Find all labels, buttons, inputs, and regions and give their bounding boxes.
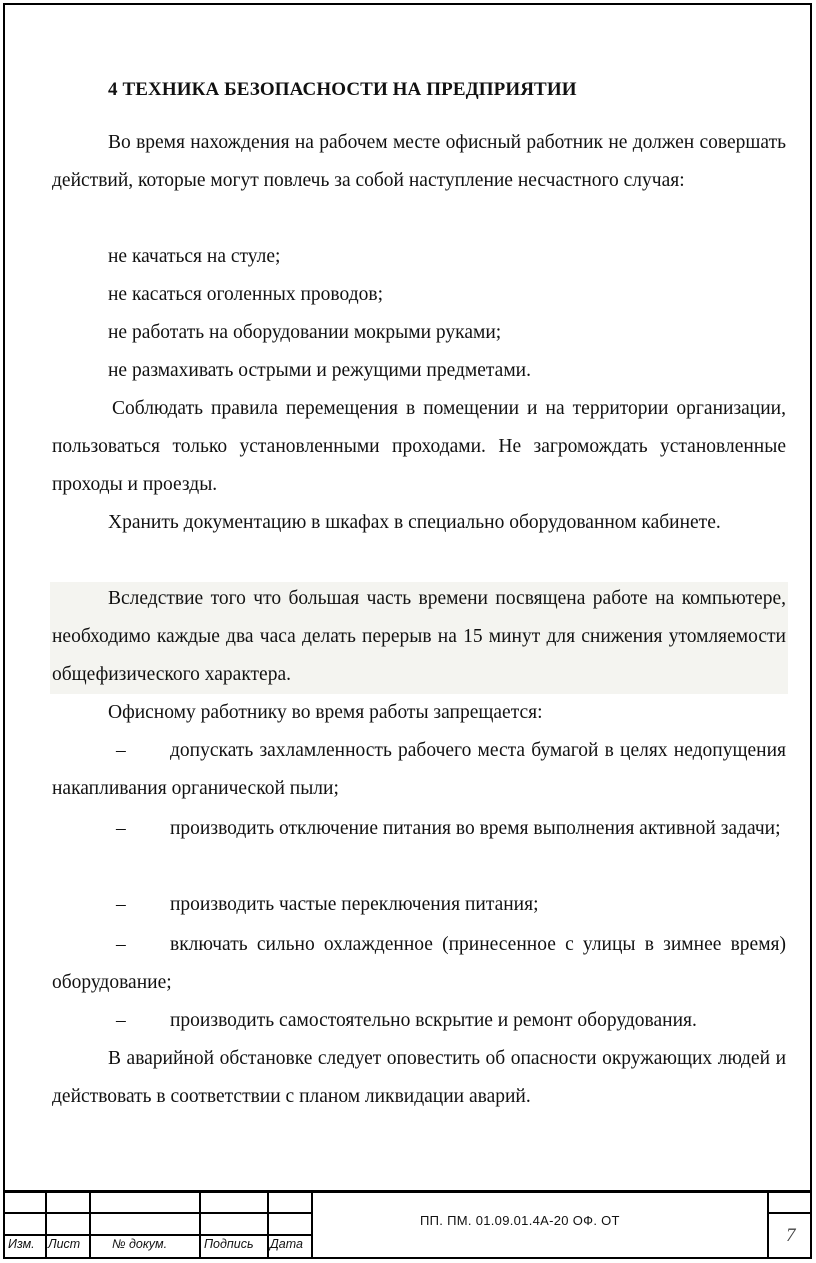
forbidden-intro: Офисному работнику во время работы запрещается:: [108, 702, 543, 723]
rules-paragraph: Соблюдать правила перемещения в помещении и на территории организации, пользоваться только установленными проходами. Не загромождать установленные проходы и проезды.: [52, 398, 786, 495]
dash-marker: –: [116, 934, 126, 955]
divider: [89, 1190, 91, 1259]
col-list-label: Лист: [48, 1237, 81, 1251]
divider: [3, 1212, 313, 1214]
list-item: не размахивать острыми и режущими предметами.: [108, 360, 531, 381]
col-sign-label: Подпись: [204, 1237, 254, 1251]
dash-marker: –: [116, 894, 126, 915]
list-item: не качаться на стуле;: [108, 246, 281, 267]
dash-marker: –: [116, 818, 126, 839]
dash-item: – включать сильно охлажденное (принесенное с улицы в зимнее время) оборудование;: [52, 926, 786, 1002]
dash-marker: –: [116, 1010, 126, 1031]
divider: [199, 1190, 201, 1259]
section-heading: 4 ТЕХНИКА БЕЗОПАСНОСТИ НА ПРЕДПРИЯТИИ: [108, 79, 577, 100]
divider: [3, 1234, 313, 1236]
dash-item: – производить отключение питания во время выполнения активной задачи;: [52, 810, 786, 848]
list-item: не работать на оборудовании мокрыми руками;: [108, 322, 502, 343]
dash-item: – производить самостоятельно вскрытие и ремонт оборудования.: [52, 1002, 786, 1040]
title-block-top-line: [3, 1190, 812, 1193]
intro-paragraph: Во время нахождения на рабочем месте офисный работник не должен совершать действий, которые могут повлечь за собой наступление несчастного случая:: [52, 132, 786, 191]
col-izm-label: Изм.: [8, 1237, 35, 1251]
dash-marker: –: [116, 740, 126, 761]
dash-item: – допускать захламленность рабочего места бумагой в целях недопущения накапливания органической пыли;: [52, 732, 786, 808]
divider: [767, 1212, 812, 1214]
divider: [267, 1190, 269, 1259]
divider: [767, 1190, 769, 1259]
list-item: не касаться оголенных проводов;: [108, 284, 383, 305]
page-number: 7: [786, 1225, 796, 1246]
document-code: ПП. ПМ. 01.09.01.4А-20 ОФ. ОТ: [420, 1213, 620, 1228]
emergency-paragraph: В аварийной обстановке следует оповестить об опасности окружающих людей и действовать в соответствии с планом ликвидации аварий.: [52, 1048, 786, 1107]
col-date-label: Дата: [270, 1237, 303, 1251]
divider: [45, 1190, 47, 1259]
docs-paragraph: Хранить документацию в шкафах в специально оборудованном кабинете.: [108, 512, 721, 533]
breaks-paragraph: Вследствие того что большая часть времени посвящена работе на компьютере, необходимо каждые два часа делать перерыв на 15 минут для снижения утомляемости общефизического характера.: [52, 588, 786, 685]
dash-item: – производить частые переключения питания;: [52, 886, 786, 924]
col-doc-label: № докум.: [112, 1237, 168, 1251]
divider: [311, 1190, 313, 1259]
